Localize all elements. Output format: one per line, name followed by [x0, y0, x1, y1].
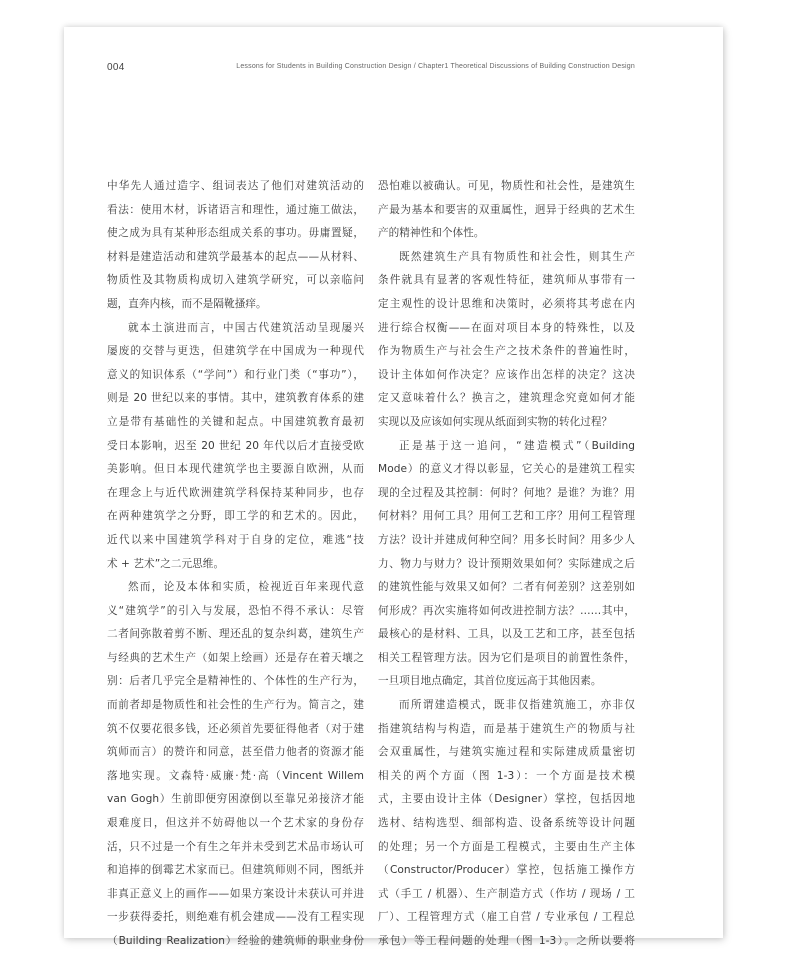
text-line: 式，主要由设计主体（Designer）掌控，包括因地: [378, 793, 635, 806]
text-line: 设计主体如何作决定？应该作出怎样的决定？这决: [378, 368, 635, 381]
text-line: Mode）的意义才得以彰显，它关心的是建筑工程实: [378, 463, 635, 476]
text-line: 而所谓建造模式，既非仅指建筑施工，亦非仅: [399, 699, 635, 712]
text-line: 材料是建造活动和建筑学最基本的起点——从材料、: [107, 250, 364, 263]
text-line: 产的精神性和个体性。: [378, 227, 485, 240]
text-line: 正是基于这一追问，“建造模式”（Building: [399, 439, 635, 452]
text-line: 艰难度日，但这并不妨碍他以一个艺术家的身份存: [107, 817, 364, 830]
text-line: 筑师而言）的赞许和同意，甚至借力他者的资源才能: [107, 746, 364, 759]
text-line: 现的全过程及其控制：何时？何地？是谁？为谁？用: [378, 486, 635, 499]
text-line: 义“建筑学”的引入与发展，恐怕不得不承认：尽管: [107, 604, 364, 617]
text-line: 别：后者几乎完全是精神性的、个体性的生产行为，: [107, 675, 364, 688]
text-line: 定又意味着什么？换言之，建筑理念究竟如何才能: [378, 392, 635, 405]
text-line: 二者间弥散着剪不断、理还乱的复杂纠葛，建筑生产: [107, 628, 364, 641]
text-line: 而前者却是物质性和社会性的生产行为。简言之，建: [107, 699, 364, 712]
text-line: 就本土演进而言，中国古代建筑活动呈现屡兴: [128, 321, 364, 334]
text-line: 使之成为具有某种形态组成关系的事功。毋庸置疑，: [107, 227, 364, 240]
text-line: 承包）等工程问题的处理（图 1-3）。之所以要将: [378, 935, 635, 947]
text-line: 近代以来中国建筑学科对于自身的定位，难逃“技: [107, 533, 364, 546]
text-line: 物质性及其物质构成切入建筑学研究，可以亲临问: [107, 274, 364, 287]
text-line: 非真正意义上的画作——如果方案设计未获认可并进: [107, 887, 364, 900]
text-line: 落地实现。文森特·威廉·梵·高（Vincent Willem: [107, 769, 364, 782]
text-line: 的处理；另一个方面是工程模式，主要由生产主体: [378, 840, 635, 853]
text-line: 立是带有基础性的关键和起点。中国建筑教育最初: [107, 415, 364, 428]
text-line: 然而，论及本体和实质，检视近百年来现代意: [128, 581, 364, 594]
text-line: 指建筑结构与构造，而是基于建筑生产的物质与社: [378, 722, 635, 735]
text-line: 术 + 艺术”之二元思维。: [107, 557, 225, 570]
text-line: 实现以及应该如何实现从纸面到实物的转化过程？: [378, 415, 613, 428]
text-line: 选材、结构选型、细部构造、设备系统等设计问题: [378, 817, 635, 830]
text-line: 最核心的是材料、工具，以及工艺和工序，甚至包括: [378, 628, 635, 641]
right-text-column: [378, 175, 635, 954]
text-line: 受日本影响，迟至 20 世纪 20 年代以后才直接受欧: [107, 439, 364, 452]
text-line: 一步获得委托，则绝难有机会建成——没有工程实现: [107, 911, 364, 924]
text-line: 的建筑性能与效果又如何？二者有何差别？这差别如: [378, 581, 635, 594]
text-line: van Gogh）生前即便穷困潦倒以至靠兄弟接济才能: [107, 793, 364, 806]
text-line: 何材料？用何工具？用何工艺和工序？用何工程管理: [378, 510, 635, 523]
text-line: 恐怕难以被确认。可见，物质性和社会性，是建筑生: [378, 180, 635, 192]
text-line: 一旦项目地点确定，其首位度远高于其他因素。: [378, 675, 602, 688]
text-line: 方法？设计并建成何种空间？用多长时间？用多少人: [378, 533, 635, 546]
text-line: 活，只不过是一个有生之年并未受到艺术品市场认可: [107, 840, 364, 853]
text-line: 力、物力与财力？设计预期效果如何？实际建成之后: [378, 557, 635, 570]
text-line: 筑不仅要花很多钱，还必须首先要征得他者（对于建: [107, 722, 364, 735]
text-line: 式（手工 / 机器）、生产制造方式（作坊 / 现场 / 工: [378, 887, 635, 900]
text-line: （Constructor/Producer）掌控，包括施工操作方: [378, 864, 635, 877]
left-text-column: [107, 175, 364, 954]
text-line: 在两种建筑学之分野，即工学的和艺术的。因此，: [107, 510, 364, 523]
text-line: 和追捧的倒霉艺术家而已。但建筑师则不同，图纸并: [107, 864, 364, 877]
text-line: 意义的知识体系（“学问”）和行业门类（“事功”），: [107, 368, 364, 381]
text-line: 何形成？再次实施将如何改进控制方法？……其中，: [378, 604, 635, 617]
text-line: 作为物质生产与社会生产之技术条件的普遍性时，: [378, 345, 635, 358]
text-line: 美影响。但日本现代建筑学也主要源自欧洲，从而: [107, 463, 364, 476]
text-line: 会双重属性，与建筑实施过程和实际建成质量密切: [378, 746, 635, 759]
text-line: 厂）、工程管理方式（雇工自营 / 专业承包 / 工程总: [378, 911, 635, 924]
running-header: Lessons for Students in Building Construction Design / Chapter1 Theoretical Discussions of Building Construction Design: [236, 63, 635, 70]
text-line: 进行综合权衡——在面对项目本身的特殊性，以及: [378, 321, 635, 334]
text-line: 相关工程管理方法。因为它们是项目的前置性条件，: [378, 651, 635, 664]
text-line: 定主观性的设计思维和决策时，必须将其考虑在内: [378, 297, 635, 310]
text-line: 在理念上与近代欧洲建筑学科保持某种同步，也存: [107, 486, 364, 499]
book-page: [64, 27, 723, 947]
text-line: 条件就具有显著的客观性特征，建筑师从事带有一: [378, 274, 635, 287]
text-line: 看法：使用木材，诉诸语言和理性，通过施工做法，: [107, 203, 364, 216]
text-line: 既然建筑生产具有物质性和社会性，则其生产: [399, 250, 635, 263]
text-line: 产最为基本和要害的双重属性，迥异于经典的艺术生: [378, 203, 635, 216]
text-line: 则是 20 世纪以来的事情。其中，建筑教育体系的建: [107, 392, 364, 405]
text-line: 屡废的交替与更迭，但建筑学在中国成为一种现代: [107, 345, 364, 358]
page-number: 004: [107, 62, 125, 73]
text-line: 题，直奔内核，而不是隔靴搔痒。: [107, 297, 267, 310]
text-line: 中华先人通过造字、组词表达了他们对建筑活动的: [107, 180, 364, 192]
text-line: （Building Realization）经验的建筑师的职业身份: [107, 935, 364, 947]
text-line: 相关的两个方面（图 1-3）：一个方面是技术模: [378, 769, 635, 782]
text-line: 与经典的艺术生产（如架上绘画）还是存在着天壤之: [107, 651, 364, 664]
